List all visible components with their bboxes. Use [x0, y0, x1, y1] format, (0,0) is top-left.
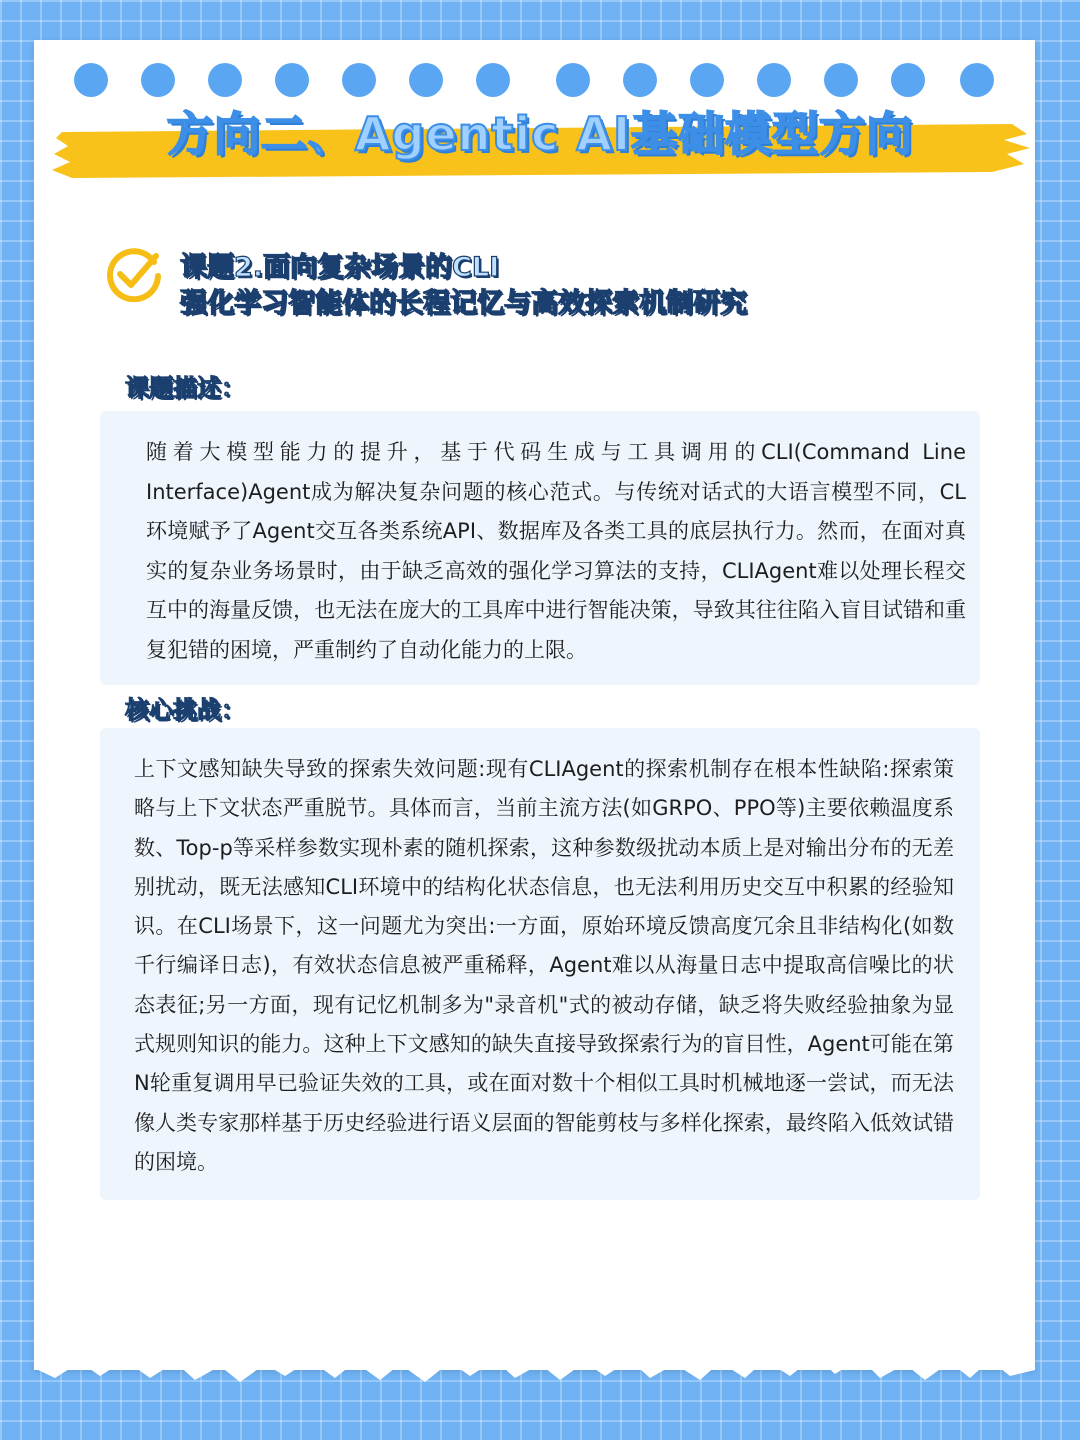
- binder-hole: [690, 63, 724, 97]
- binder-hole: [409, 63, 443, 97]
- page-title: 方向二、Agentic AI基础模型方向: [166, 107, 914, 161]
- topic-title-line1: 课题2.面向复杂场景的CLI: [180, 252, 500, 283]
- binder-hole: [74, 63, 108, 97]
- binder-hole: [275, 63, 309, 97]
- binder-hole: [757, 63, 791, 97]
- binder-hole: [476, 63, 510, 97]
- challenges-panel: [100, 728, 980, 1200]
- description-panel: [100, 411, 980, 685]
- binder-hole: [960, 63, 994, 97]
- binder-hole: [556, 63, 590, 97]
- binder-holes: [74, 63, 1004, 99]
- challenges-text: 上下文感知缺失导致的探索失效问题:现有CLIAgent的探索机制存在根本性缺陷:探索策略与上下文状态严重脱节。具体而言，当前主流方法(如GRPO、PPO等)主要依赖温度系数、Top-p等采样参数实现朴素的随机探索，这种参数级扰动本质上是对输出分布的无差别扰动，既无法感知CLI环境中的结构化状态信息，也无法利用历史交互中积累的经验知识。在CLI场景下，这一问题尤为突出:一方面，原始环境反馈高度冗余且非结构化(如数千行编译日志)，有效状态信息被严重稀释，Agent难以从海量日志中提取高信噪比的状态表征;另一方面，现有记忆机制多为"录音机"式的被动存储，缺乏将失败经验抽象为显式规则知识的能力。这种上下文感知的缺失直接导致探索行为的盲目性，Agent可能在第N轮重复调用早已验证失效的工具，或在面对数十个相似工具时机械地逐一尝试，而无法像人类专家那样基于历史经验进行语义层面的智能剪枝与多样化探索，最终陷入低效试错的困境。: [134, 757, 954, 1174]
- description-text: 随着大模型能力的提升，基于代码生成与工具调用的CLI(Command Line Interface)Agent成为解决复杂问题的核心范式。与传统对话式的大语言模型不同，CL环境赋予了Agent交互各类系统API、数据库及各类工具的底层执行力。然而，在面对真实的复杂业务场景时，由于缺乏高效的强化学习算法的支持，CLIAgent难以处理长程交互中的海量反馈，也无法在庞大的工具库中进行智能决策，导致其往往陷入盲目试错和重复犯错的困境，严重制约了自动化能力的上限。: [146, 440, 966, 662]
- topic-title-line2: 强化学习智能体的长程记忆与高效探索机制研究: [180, 288, 747, 319]
- check-circle-icon: [104, 246, 164, 302]
- binder-hole: [342, 63, 376, 97]
- binder-hole: [208, 63, 242, 97]
- binder-hole: [891, 63, 925, 97]
- torn-paper-edge: [0, 1290, 1080, 1440]
- challenges-heading: 核心挑战：: [125, 696, 245, 724]
- description-heading: 课题描述：: [125, 374, 245, 402]
- binder-hole: [623, 63, 657, 97]
- topic-title: [180, 250, 747, 322]
- binder-hole: [824, 63, 858, 97]
- binder-hole: [141, 63, 175, 97]
